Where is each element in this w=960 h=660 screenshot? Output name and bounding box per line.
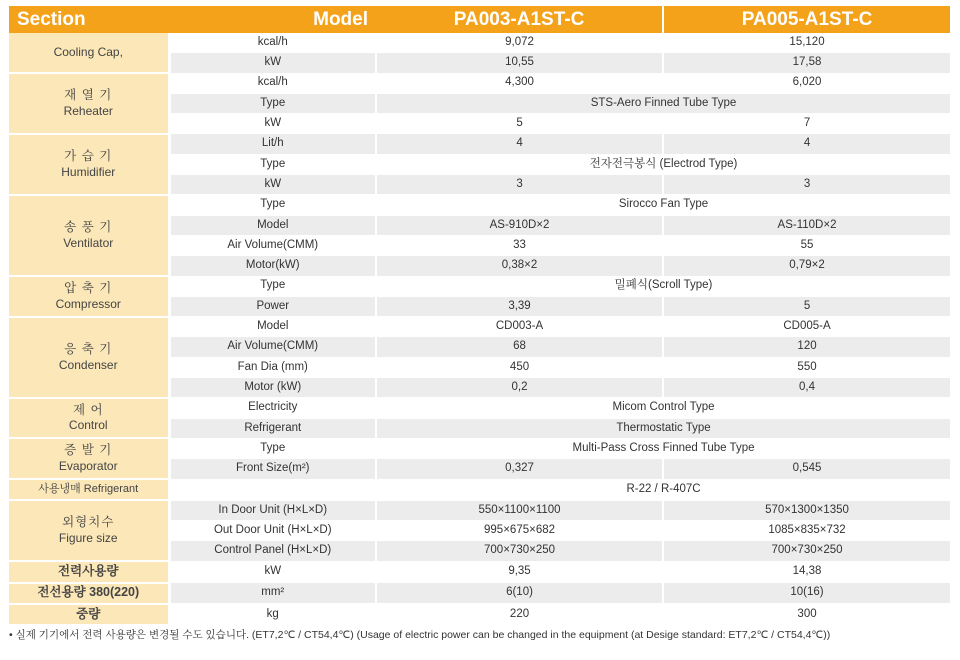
section-name-ko: 송 풍 기: [64, 220, 113, 235]
section-name-en: Cooling Cap,: [53, 45, 123, 60]
item-cell: Type: [169, 154, 376, 174]
item-cell: mm²: [169, 583, 376, 604]
value-cell-model-2: 1085×835×732: [663, 521, 950, 541]
header-section-model: [9, 6, 376, 33]
section-name-en: 전선용량 380(220): [37, 585, 140, 600]
item-cell: kcal/h: [169, 33, 376, 53]
item-cell: Type: [169, 195, 376, 215]
value-cell-model-2: 5: [663, 296, 950, 316]
item-cell: [169, 479, 376, 500]
table-row: [9, 438, 950, 458]
section-cell: [9, 398, 169, 439]
table-row: [9, 276, 950, 296]
merged-value-cell: 전자전극봉식 (Electrod Type): [376, 154, 950, 174]
table-row: [9, 604, 950, 625]
item-cell: Type: [169, 438, 376, 458]
section-name-ko: 제 어: [72, 402, 104, 417]
value-cell-model-1: 550×1100×1100: [376, 500, 663, 520]
section-name-ko: 증 발 기: [64, 443, 113, 458]
value-cell-model-2: 550: [663, 357, 950, 377]
value-cell-model-2: 10(16): [663, 583, 950, 604]
section-cell: [9, 73, 169, 134]
value-cell-model-2: 14,38: [663, 561, 950, 582]
item-cell: Electricity: [169, 398, 376, 418]
value-cell-model-1: 0,327: [376, 459, 663, 479]
merged-value-cell: Multi-Pass Cross Finned Tube Type: [376, 438, 950, 458]
section-name-ko: 재 열 기: [64, 88, 113, 103]
section-name-en: Figure size: [58, 531, 118, 546]
value-cell-model-1: 3: [376, 175, 663, 195]
table-row: [9, 73, 950, 93]
value-cell-model-1: 9,35: [376, 561, 663, 582]
value-cell-model-2: 700×730×250: [663, 541, 950, 561]
value-cell-model-2: 0,79×2: [663, 256, 950, 276]
value-cell-model-2: 300: [663, 604, 950, 625]
section-name-en: Compressor: [55, 296, 121, 311]
section-name-ko: 압 축 기: [64, 281, 113, 296]
section-cell: [9, 583, 169, 604]
value-cell-model-1: 0,38×2: [376, 256, 663, 276]
table-body: [9, 33, 950, 625]
value-cell-model-1: 33: [376, 235, 663, 255]
spec-table: [9, 6, 950, 626]
section-cell: [9, 561, 169, 582]
table-row: [9, 561, 950, 582]
table-row: [9, 583, 950, 604]
value-cell-model-2: 6,020: [663, 73, 950, 93]
merged-value-cell: R-22 / R-407C: [376, 479, 950, 500]
value-cell-model-1: 9,072: [376, 33, 663, 53]
item-cell: Air Volume(CMM): [169, 337, 376, 357]
section-name-en: 중량: [76, 606, 101, 621]
section-name-ko: 외형치수: [62, 515, 115, 530]
section-name-en: Humidifier: [61, 164, 116, 179]
item-cell: Front Size(m²): [169, 459, 376, 479]
value-cell-model-1: 450: [376, 357, 663, 377]
value-cell-model-1: 10,55: [376, 53, 663, 73]
item-cell: Model: [169, 215, 376, 235]
value-cell-model-2: 0,545: [663, 459, 950, 479]
merged-value-cell: Thermostatic Type: [376, 418, 950, 438]
table-row: [9, 398, 950, 418]
value-cell-model-1: 3,39: [376, 296, 663, 316]
section-cell: [9, 33, 169, 73]
merged-value-cell: 밀폐식(Scroll Type): [376, 276, 950, 296]
section-cell: [9, 317, 169, 398]
item-cell: Lit/h: [169, 134, 376, 154]
footnote: • 실제 기기에서 전력 사용량은 변경될 수도 있습니다. (ET7,2℃ / CT54,4℃) (Usage of electric power can be changed in the equipment (at Desige standard: ET7,2℃ / CT54,4℃)): [9, 629, 831, 641]
value-cell-model-1: 5: [376, 114, 663, 134]
value-cell-model-1: 220: [376, 604, 663, 625]
value-cell-model-2: 120: [663, 337, 950, 357]
value-cell-model-1: 700×730×250: [376, 541, 663, 561]
value-cell-model-1: 4: [376, 134, 663, 154]
value-cell-model-2: 15,120: [663, 33, 950, 53]
value-cell-model-2: 0,4: [663, 378, 950, 398]
value-cell-model-2: 3: [663, 175, 950, 195]
item-cell: Out Door Unit (H×L×D): [169, 521, 376, 541]
value-cell-model-2: 7: [663, 114, 950, 134]
value-cell-model-1: 0,2: [376, 378, 663, 398]
section-name-en: 전력사용량: [58, 564, 119, 579]
value-cell-model-1: 4,300: [376, 73, 663, 93]
item-cell: kW: [169, 53, 376, 73]
section-name-ko: 가 습 기: [64, 149, 113, 164]
value-cell-model-1: 68: [376, 337, 663, 357]
item-cell: Motor (kW): [169, 378, 376, 398]
item-cell: Type: [169, 276, 376, 296]
value-cell-model-2: 55: [663, 235, 950, 255]
section-name-en: Condenser: [58, 357, 118, 372]
item-cell: Power: [169, 296, 376, 316]
merged-value-cell: Sirocco Fan Type: [376, 195, 950, 215]
table-row: [9, 317, 950, 337]
section-name-en: Control: [68, 418, 108, 433]
item-cell: kW: [169, 114, 376, 134]
section-name-en: 사용냉매 Refrigerant: [38, 482, 139, 495]
section-name-ko: 응 축 기: [64, 341, 113, 356]
value-cell-model-1: 995×675×682: [376, 521, 663, 541]
item-cell: kcal/h: [169, 73, 376, 93]
model-header-2: PA005-A1ST-C: [663, 6, 950, 33]
section-name-en: Reheater: [63, 103, 113, 118]
table-row: [9, 134, 950, 154]
section-cell: [9, 195, 169, 276]
table-row: [9, 33, 950, 53]
merged-value-cell: STS-Aero Finned Tube Type: [376, 93, 950, 113]
table-row: [9, 479, 950, 500]
item-cell: Control Panel (H×L×D): [169, 541, 376, 561]
item-cell: Motor(kW): [169, 256, 376, 276]
value-cell-model-2: 4: [663, 134, 950, 154]
item-cell: Model: [169, 317, 376, 337]
section-name-en: Evaporator: [58, 459, 118, 474]
section-cell: [9, 604, 169, 625]
item-cell: kg: [169, 604, 376, 625]
item-cell: Type: [169, 93, 376, 113]
value-cell-model-1: AS-910D×2: [376, 215, 663, 235]
value-cell-model-2: 570×1300×1350: [663, 500, 950, 520]
value-cell-model-2: AS-110D×2: [663, 215, 950, 235]
item-cell: Refrigerant: [169, 418, 376, 438]
section-cell: [9, 438, 169, 479]
value-cell-model-2: CD005-A: [663, 317, 950, 337]
section-label: Section: [17, 9, 86, 30]
section-cell: [9, 134, 169, 195]
value-cell-model-2: 17,58: [663, 53, 950, 73]
item-cell: Fan Dia (mm): [169, 357, 376, 377]
section-cell: [9, 479, 169, 500]
section-name-en: Ventilator: [63, 235, 114, 250]
section-cell: [9, 276, 169, 317]
value-cell-model-1: 6(10): [376, 583, 663, 604]
item-cell: In Door Unit (H×L×D): [169, 500, 376, 520]
table-header-row: [9, 6, 950, 33]
table-row: [9, 500, 950, 520]
spec-table-container: [9, 6, 950, 626]
item-cell: kW: [169, 175, 376, 195]
model-label: Model: [313, 9, 369, 30]
table-row: [9, 195, 950, 215]
value-cell-model-1: CD003-A: [376, 317, 663, 337]
merged-value-cell: Micom Control Type: [376, 398, 950, 418]
item-cell: Air Volume(CMM): [169, 235, 376, 255]
model-header-1: PA003-A1ST-C: [376, 6, 663, 33]
item-cell: kW: [169, 561, 376, 582]
section-cell: [9, 500, 169, 561]
